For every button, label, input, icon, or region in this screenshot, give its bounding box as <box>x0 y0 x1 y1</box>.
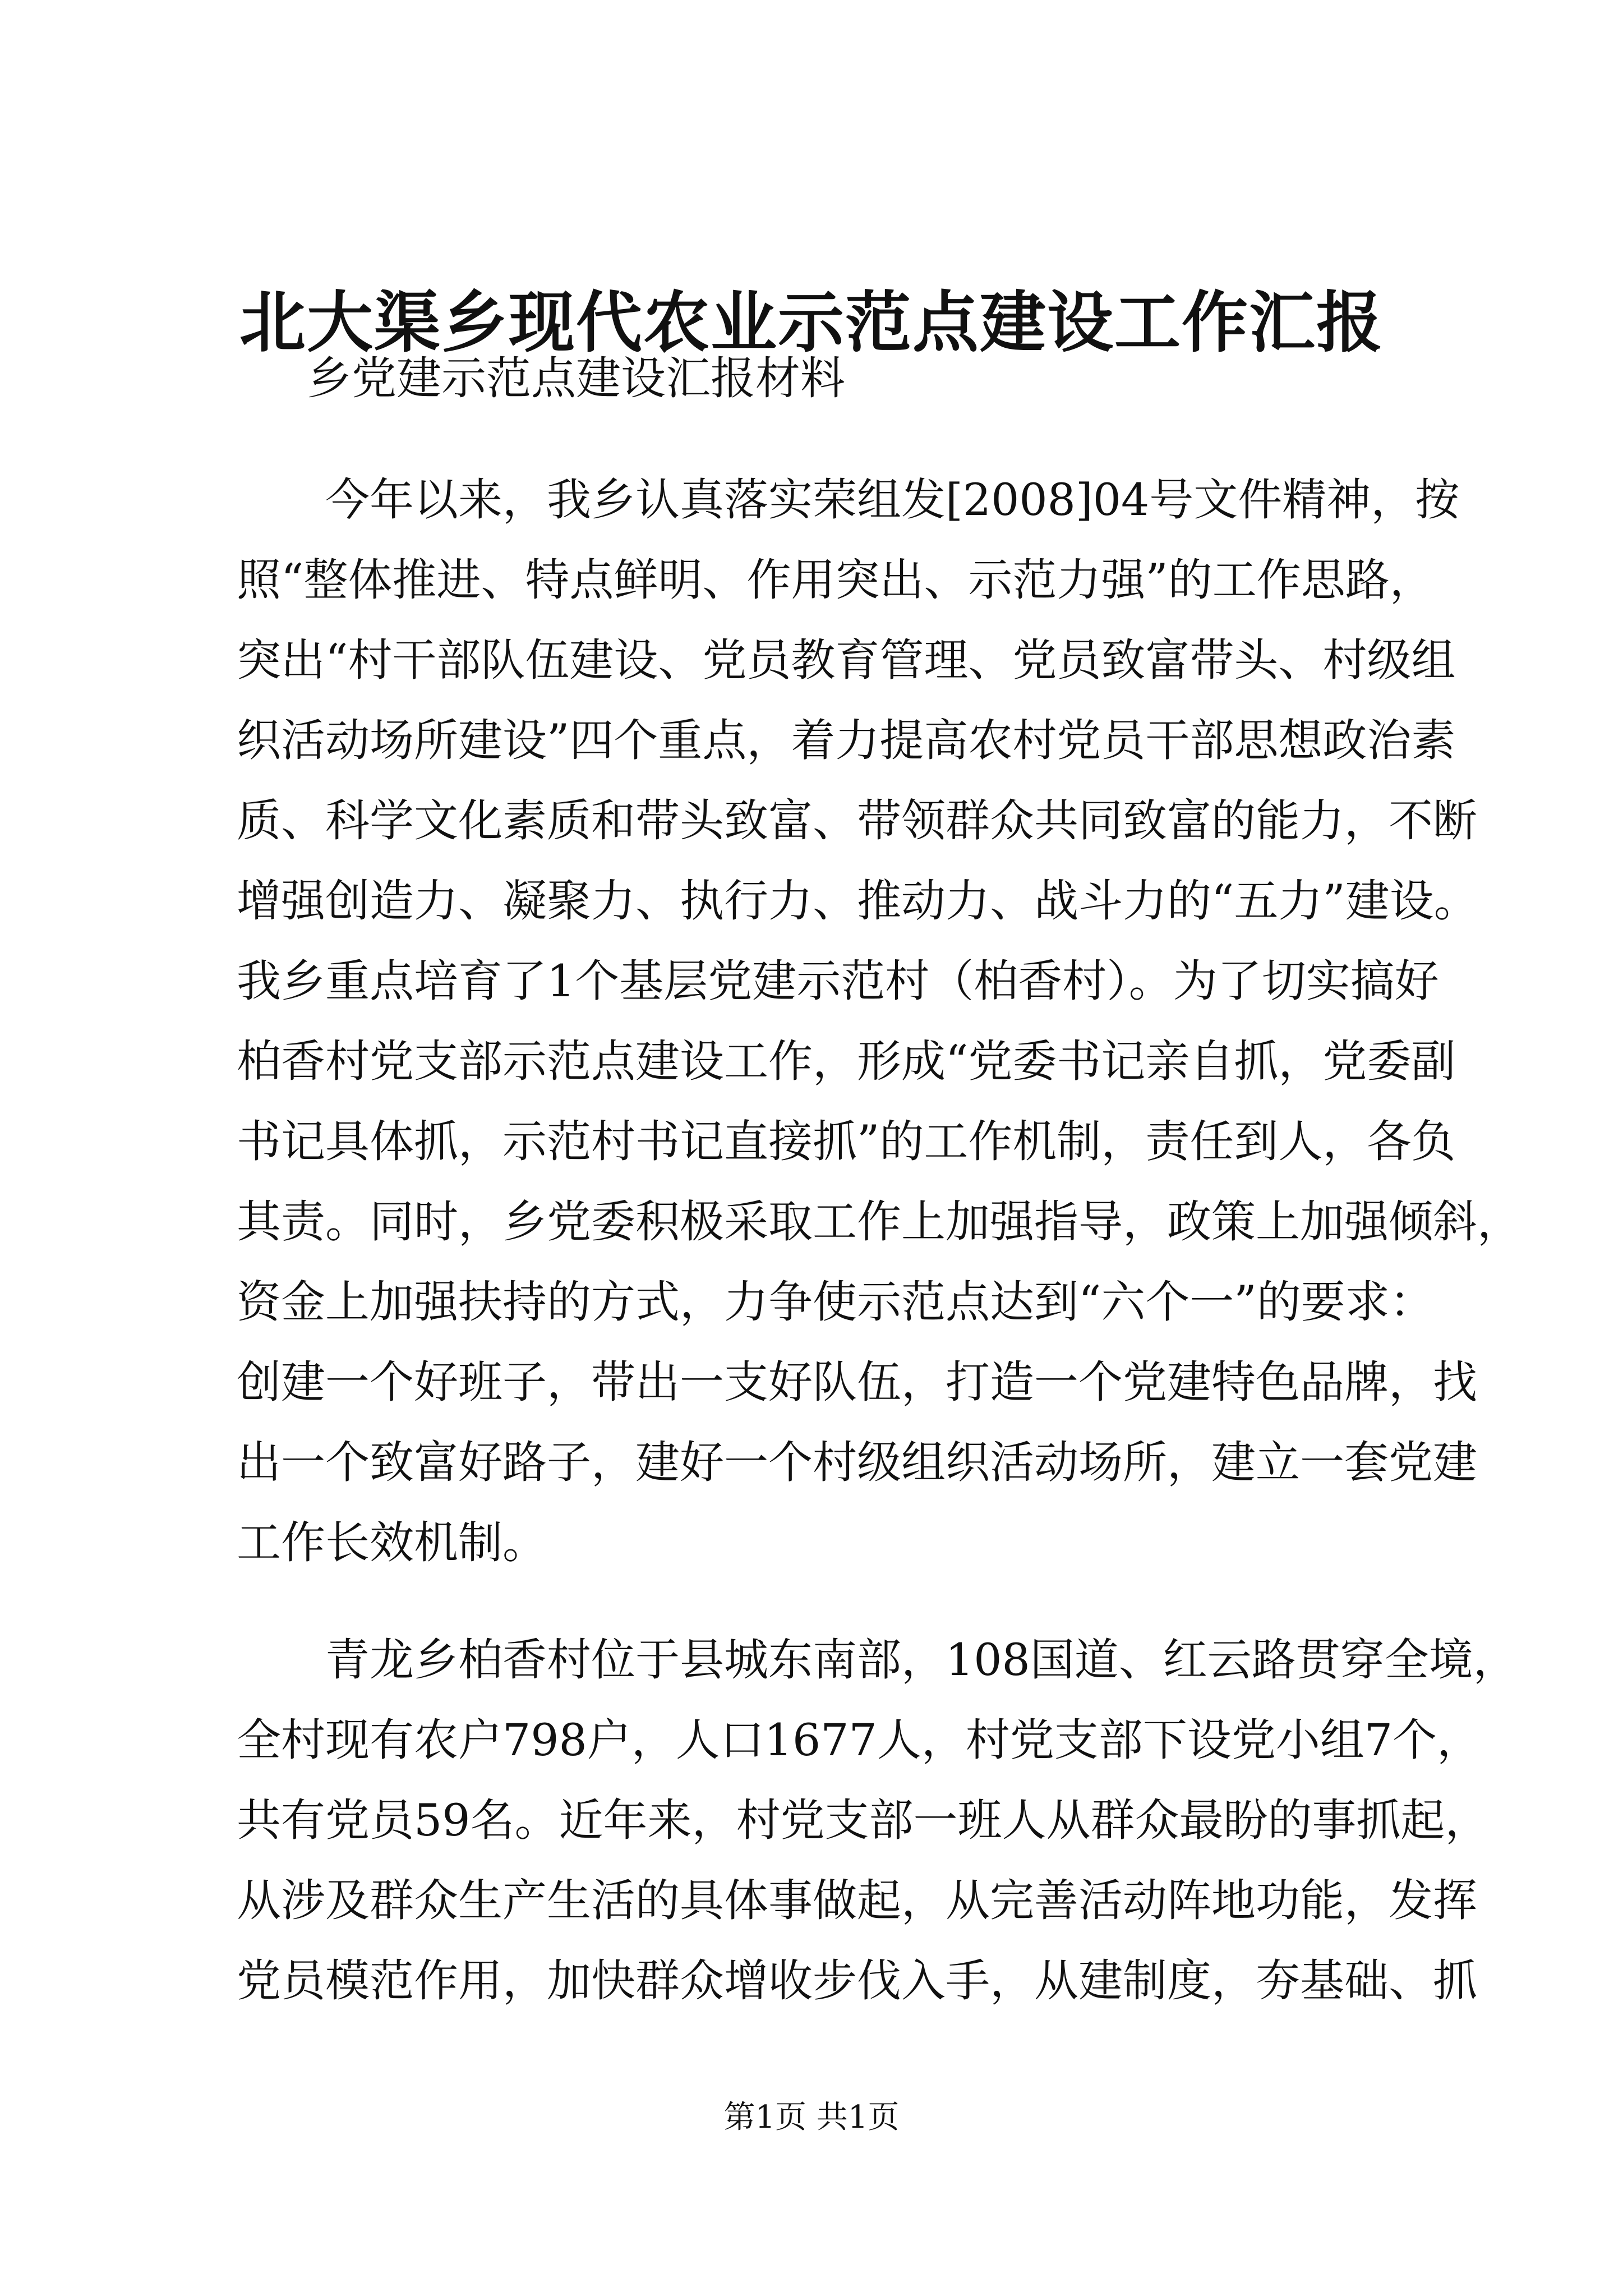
paragraph-1-line: 柏香村党支部示范点建设工作，形成“党委书记亲自抓，党委副 <box>237 1036 1456 1087</box>
paragraph-2-line: 党员模范作用，加快群众增收步伐入手，从建制度，夯基础、抓 <box>237 1955 1477 2007</box>
document-body <box>237 460 1521 2021</box>
paragraph-1-line: 照“整体推进、特点鲜明、作用突出、示范力强”的工作思路， <box>237 554 1434 606</box>
paragraph-1-line: 资金上加强扶持的方式，力争使示范点达到“六个一”的要求： <box>237 1276 1434 1328</box>
paragraph-1-line: 其责。同时，乡党委积极采取工作上加强指导，政策上加强倾斜， <box>237 1196 1521 1248</box>
paragraph-1-line: 书记具体抓，示范村书记直接抓”的工作机制，责任到人，各负 <box>237 1116 1456 1167</box>
paragraph-spacer <box>237 1583 1414 1620</box>
document-title: 北大渠乡现代农业示范点建设工作汇报 <box>239 283 1384 361</box>
paragraph-1-line: 工作长效机制。 <box>237 1517 547 1568</box>
paragraph-1-line: 质、科学文化素质和带头致富、带领群众共同致富的能力，不断 <box>237 795 1477 846</box>
paragraph-1-line: 我乡重点培育了1个基层党建示范村（柏香村）。为了切实搞好 <box>237 955 1439 1007</box>
paragraph-1-line: 出一个致富好路子，建好一个村级组织活动场所，建立一套党建 <box>237 1437 1477 1488</box>
paragraph-1-line: 创建一个好班子，带出一支好队伍，打造一个党建特色品牌，找 <box>237 1356 1477 1408</box>
paragraph-1-line: 织活动场所建设”四个重点，着力提高农村党员干部思想政治素 <box>237 715 1456 766</box>
paragraph-2-line: 全村现有农户798户，人口1677人，村党支部下设党小组7个， <box>237 1714 1482 1766</box>
paragraph-2-line: 青龙乡柏香村位于县城东南部，108国道、红云路贯穿全境， <box>237 1634 1518 1686</box>
paragraph-1-line: 今年以来，我乡认真落实荣组发[2008]04号文件精神，按 <box>237 474 1460 526</box>
paragraph-1-line: 增强创造力、凝聚力、执行力、推动力、战斗力的“五力”建设。 <box>237 875 1478 927</box>
document-subtitle: 乡党建示范点建设汇报材料 <box>307 352 845 404</box>
paragraph-2-line: 从涉及群众生产生活的具体事做起，从完善活动阵地功能，发挥 <box>237 1875 1477 1926</box>
page-footer: 第1页 共1页 <box>723 2099 900 2136</box>
paragraph-1-line: 突出“村干部队伍建设、党员教育管理、党员致富带头、村级组 <box>237 634 1456 686</box>
paragraph-2-line: 共有党员59名。近年来，村党支部一班人从群众最盼的事抓起， <box>237 1795 1490 1846</box>
